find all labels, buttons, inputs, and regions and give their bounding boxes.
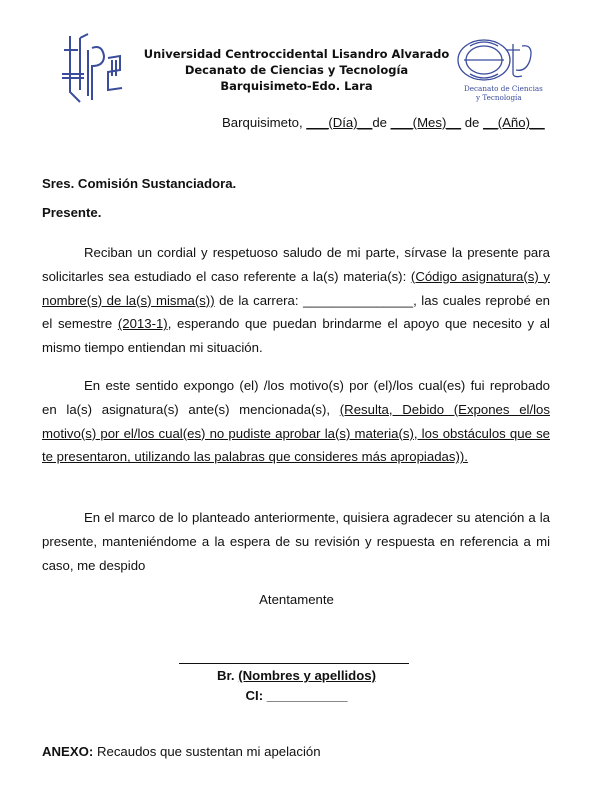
header-line3: Barquisimeto-Edo. Lara: [220, 79, 373, 93]
para1-text4: , esperando que puedan brindarme el apoyo que necesito y al mismo tiempo entiendan mi situación.: [42, 316, 550, 356]
ci-field: ___________: [266, 688, 348, 703]
date-line: Barquisimeto, ___(Día)__de ___(Mes)__ de __(Año)__: [222, 115, 545, 130]
header-line2: Decanato de Ciencias y Tecnología: [184, 63, 409, 77]
signature-line: [179, 663, 409, 664]
decanato-logo-text2: y Tecnología: [476, 93, 522, 102]
signature-prefix: Br.: [216, 668, 239, 683]
city: Barquisimeto,: [222, 115, 303, 130]
ci-line: [0, 688, 593, 703]
anexo-text: Recaudos que sustentan mi apelación: [93, 744, 321, 759]
reasons-field: (Resulta, Debido (Expones el/los motivo(s) por el/los cual(es) no pudiste aprobar la(s) materia(s), los obstáculos que se te presentaron, utilizando las palabras que consideres más apropiadas)).: [42, 401, 550, 465]
institution-header: [0, 46, 593, 94]
paragraph-1: [42, 241, 550, 360]
de-1: de: [372, 115, 387, 130]
closing: Atentamente: [259, 592, 334, 607]
presente: Presente.: [42, 205, 102, 220]
recipient: Sres. Comisión Sustanciadora.: [42, 176, 237, 191]
para1-text2: de la carrera:: [214, 292, 304, 308]
header-line1: Universidad Centroccidental Lisandro Alvarado: [143, 47, 450, 61]
decanato-logo-text1: Decanato de Ciencias: [464, 84, 543, 93]
ci-label: CI:: [245, 688, 267, 703]
para2-text1: En este sentido expongo (el) /los motivo(s) por (el)/los cual(es) fui reprobado en la(s) asignatura(s) ante(s) mencionada(s),: [42, 378, 550, 417]
anexo-line: [42, 744, 321, 759]
para1-text1: Reciban un cordial y respetuoso saludo de mi parte, sírvase la presente para solicitarles sea estudiado el caso referente a la(s) materia(s):: [42, 245, 550, 284]
day-field: (Día): [328, 115, 358, 130]
anexo-label: ANEXO:: [42, 744, 94, 759]
subject-field: (Código asignatura(s) y nombre(s) de la(s) misma(s)): [42, 268, 550, 308]
career-field: _______________: [303, 292, 414, 308]
paragraph-2: [42, 374, 550, 469]
de-2: de: [464, 115, 480, 130]
paragraph-3: En el marco de lo planteado anteriormente, quisiera agradecer su atención a la presente, manteniéndome a la espera de su revisión y respuesta en referencia a mi caso, me despido: [42, 510, 550, 573]
signature-name-line: [0, 668, 593, 683]
year-field: (Año): [497, 115, 530, 130]
signature-name: (Nombres y apellidos): [238, 668, 377, 683]
para1-text3: , las cuales reprobé en el semestre: [42, 292, 550, 332]
semester-field: (2013-1): [117, 316, 168, 332]
month-field: (Mes): [412, 115, 447, 130]
